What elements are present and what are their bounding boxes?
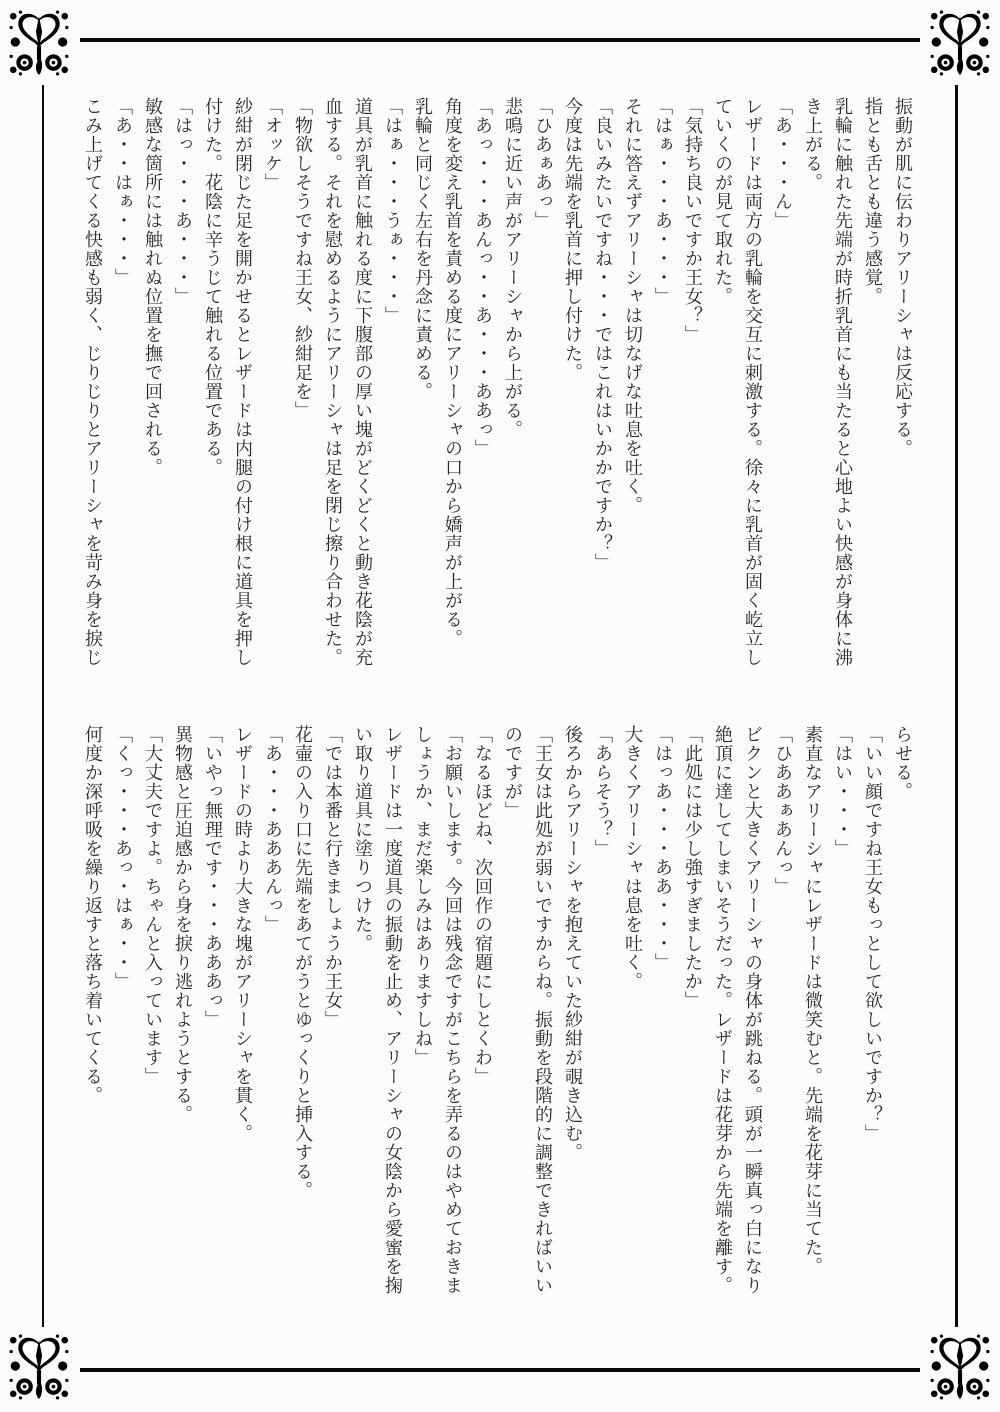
text-column: 大きくアリーシャは息を吐く。: [622, 725, 643, 991]
fleur-de-lis-ornament-icon: [929, 1333, 991, 1401]
text-column: レザードは一度道具の振動を止め、アリーシャの女陰から愛蜜を掬: [382, 725, 403, 1295]
text-column: 悲鳴に近い声がアリーシャから上がる。: [502, 97, 523, 439]
text-column: 「ひあぁあっ」: [532, 97, 553, 230]
text-column: 「物欲しそうですね王女、紗紺足を」: [292, 97, 313, 420]
fleur-de-lis-ornament-icon: [8, 1333, 70, 1401]
text-column: 指とも舌とも違う感覚。: [862, 97, 883, 306]
bottom-horizontal-rule: [80, 1368, 920, 1372]
text-column: 何度か深呼吸を繰り返すと落ち着いてくる。: [82, 725, 103, 1105]
text-column: 敏感な箇所には触れぬ位置を撫で回される。: [142, 97, 163, 477]
text-column: 異物感と圧迫感から身を捩り逃れようとする。: [172, 725, 193, 1124]
text-column: 「なるほどね、次回作の宿題にしとくわ」: [472, 725, 493, 1086]
text-column: 血する。それを慰めるようにアリーシャは足を閉じ擦り合わせた。: [322, 97, 343, 667]
text-column: 「いやっ無理です・・・あああっ」: [202, 725, 223, 1029]
text-column: ビクンと大きくアリーシャの身体が跳ねる。頭が一瞬真っ白になり: [742, 725, 763, 1295]
text-column: 素直なアリーシャにレザードは微笑むと。先端を花芽に当てた。: [802, 725, 823, 1276]
text-column: 「王女は此処が弱いですからね。振動を段階的に調整できればいい: [532, 725, 553, 1295]
text-column: 「はい・・・」: [832, 725, 853, 858]
text-column: 「いい顔ですね王女もっとして欲しいですか？」: [862, 725, 883, 1143]
text-column: 振動が肌に伝わりアリーシャは反応する。: [892, 97, 913, 458]
text-column: それに答えずアリーシャは切なげな吐息を吐く。: [622, 97, 643, 515]
text-column: しょうか、まだ楽しみはありますしね」: [412, 725, 433, 1067]
text-column: 「お願いします。今回は残念ですがこちらを弄るのはやめておきま: [442, 725, 463, 1295]
text-column: 乳輪に触れた先端が時折乳首にも当たると心地よい快感が身体に沸: [832, 97, 853, 667]
text-column: 付けた。花陰に辛うじて触れる位置である。: [202, 97, 223, 477]
text-column: 「良いみたいですね・・・ではこれはいかかですか？」: [592, 97, 613, 572]
text-column: 後ろからアリーシャを抱えていた紗紺が覗き込む。: [562, 725, 583, 1162]
text-column: 「くっ・・・あっ・はぁ・・」: [112, 725, 133, 991]
text-column: 「此処には少し強すぎましたか」: [682, 725, 703, 1010]
text-column: 「大丈夫ですよ。ちゃんと入っています」: [142, 725, 163, 1086]
text-column: 「あ・・はぁ・・・」: [112, 97, 133, 287]
text-block-bottom: [77, 725, 917, 1317]
text-column: 「気持ち良いですか王女？」: [682, 97, 703, 344]
text-column: レザードの時より大きな塊がアリーシャを貫く。: [232, 725, 253, 1143]
text-column: 今度は先端を乳首に押し付けた。: [562, 97, 583, 382]
text-column: 「あらそう？」: [592, 725, 613, 858]
text-column: 「ひああぁあんっ」: [772, 725, 793, 896]
text-column: 「オッケ」: [262, 97, 283, 192]
text-column: 紗紺が閉じた足を開かせるとレザードは内腿の付け根に道具を押し: [232, 97, 253, 667]
text-column: らせる。: [892, 725, 913, 801]
text-column: 道具が乳首に触れる度に下腹部の厚い塊がどくどくと動き花陰が充: [352, 97, 373, 667]
text-column: 「はぁ・・・うぁ・・・」: [382, 97, 403, 325]
text-column: 「はっあ・・・ああ・・・」: [652, 725, 673, 972]
text-column: 花壷の入り口に先端をあてがうとゆっくりと挿入する。: [292, 725, 313, 1200]
right-border-rule: [955, 85, 958, 1327]
text-column: 「では本番と行きましょうか王女」: [322, 725, 343, 1029]
text-column: 「はっ・・・あ・・・」: [172, 97, 193, 306]
fleur-de-lis-ornament-icon: [8, 9, 70, 77]
text-column: き上がる。: [802, 97, 823, 192]
text-column: 絶頂に達してしまいそうだった。レザードは花芽から先端を離す。: [712, 725, 733, 1295]
text-column: 乳輪と同じく左右を丹念に責める。: [412, 97, 433, 401]
text-column: 「あ・・・あああんっ」: [262, 725, 283, 934]
text-column: 「はぁ・・・あ・・・」: [652, 97, 673, 306]
text-column: こみ上げてくる快感も弱く、じりじりとアリーシャを苛み身を捩じ: [82, 97, 103, 667]
text-column: 角度を変え乳首を責める度にアリーシャの口から嬌声が上がる。: [442, 97, 463, 648]
top-horizontal-rule: [80, 38, 920, 42]
text-column: レザードは両方の乳輪を交互に刺激する。徐々に乳首が固く屹立し: [742, 97, 763, 667]
text-column: ていくのが見て取れた。: [712, 97, 733, 306]
text-column: のですが」: [502, 725, 523, 820]
fleur-de-lis-ornament-icon: [929, 9, 991, 77]
text-block-top: [77, 97, 917, 675]
left-border-rule: [42, 85, 44, 1327]
text-column: 「あ・・・ん」: [772, 97, 793, 230]
text-column: 「あっ・・・あんっ・・あ・・・ああっ」: [472, 97, 493, 458]
text-column: い取り道具に塗りつけた。: [352, 725, 373, 953]
